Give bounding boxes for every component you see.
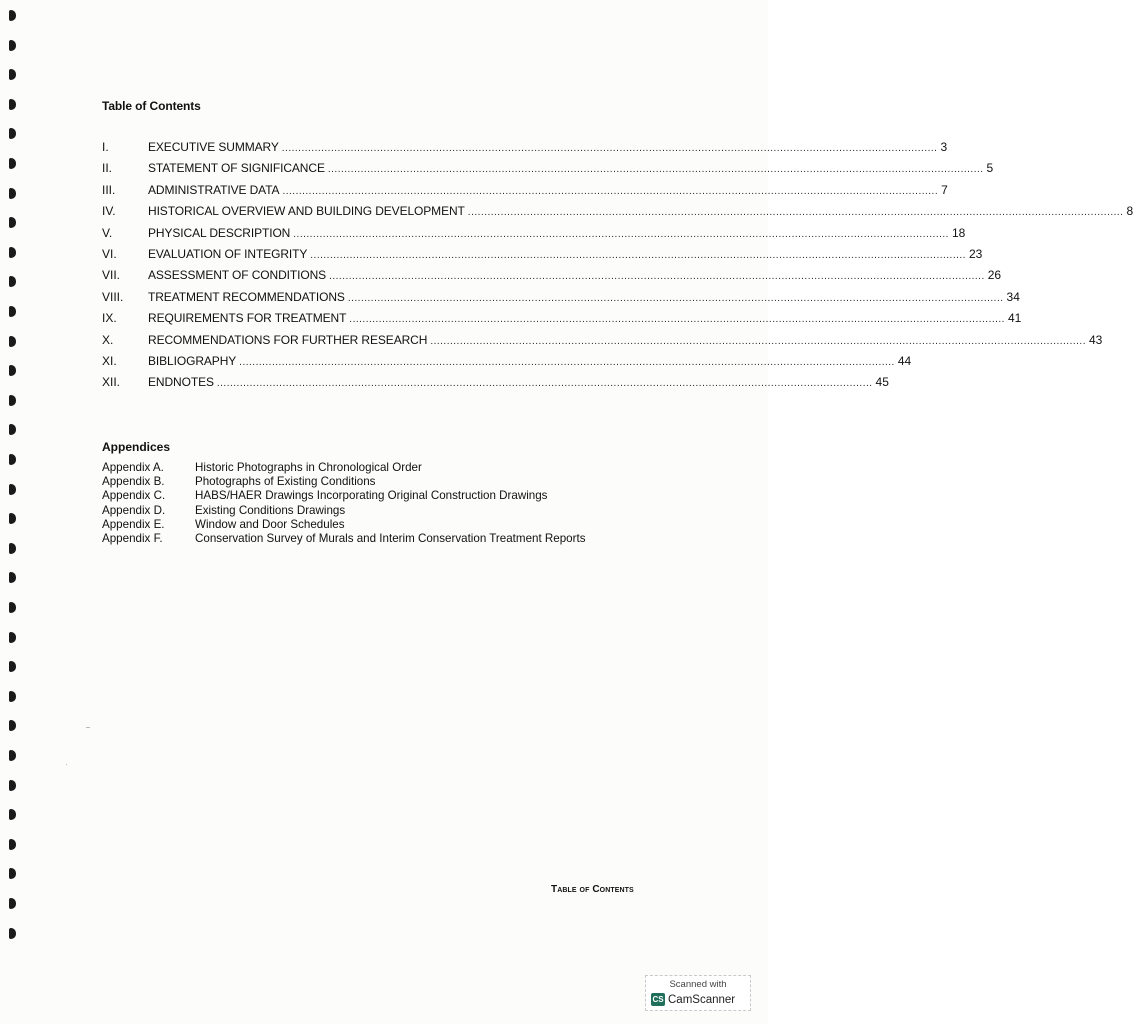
binding-hole (9, 188, 16, 199)
toc-entry (102, 140, 948, 161)
toc-entry-page: 5 (986, 161, 994, 176)
scan-speck (66, 764, 67, 765)
toc-entry-page: 18 (951, 225, 966, 240)
toc-heading: Table of Contents (102, 99, 201, 113)
binding-hole (9, 602, 16, 613)
toc-entry-page: 8 (1126, 204, 1133, 219)
toc-list (102, 140, 1133, 397)
binding-hole (9, 750, 16, 761)
footer-section-label: Table of Contents (551, 884, 634, 895)
toc-entry-title: EVALUATION OF INTEGRITY (148, 246, 308, 261)
toc-entry-number: V. (102, 225, 113, 240)
badge-brand (651, 993, 735, 1006)
binding-hole (9, 365, 16, 376)
binding-hole (9, 454, 16, 465)
dot-leader: ........................................................................................................................................................................................................ (282, 185, 939, 197)
toc-entry-title: RECOMMENDATIONS FOR FURTHER RESEARCH (148, 332, 428, 347)
dot-leader: ........................................................................................................................................................................................................ (329, 271, 985, 283)
binding-hole (9, 809, 16, 820)
toc-entry-page: 26 (987, 268, 1002, 283)
appendix-title: Conservation Survey of Murals and Interim Conservation Treatment Reports (195, 531, 586, 545)
camscanner-logo-icon: CS (652, 995, 664, 1004)
toc-entry-page: 23 (968, 246, 983, 261)
appendices-heading: Appendices (102, 440, 171, 454)
camscanner-badge (645, 975, 751, 1011)
appendix-item (102, 461, 586, 475)
appendix-label: Appendix A. (102, 461, 164, 474)
appendices-list (102, 461, 586, 546)
toc-entry-page: 3 (940, 140, 948, 154)
toc-entry-number: I. (102, 140, 109, 154)
toc-entry (102, 161, 994, 182)
appendix-item (102, 504, 586, 518)
toc-entry (102, 289, 1020, 311)
appendix-label: Appendix C. (102, 489, 166, 503)
binding-hole (9, 661, 16, 672)
binding-hole (9, 247, 16, 258)
toc-entry (102, 311, 1022, 332)
binding-hole (9, 128, 16, 139)
toc-entry-title: EXECUTIVE SUMMARY (148, 140, 279, 154)
binding-hole (9, 513, 16, 524)
binding-hole (9, 720, 16, 731)
toc-entry-page: 7 (941, 182, 948, 197)
toc-entry (102, 268, 1002, 289)
binding-hole (9, 306, 16, 317)
toc-entry (102, 246, 983, 268)
toc-entry-number: III. (102, 182, 116, 197)
appendix-item (102, 518, 586, 532)
toc-entry-number: II. (102, 161, 113, 176)
toc-entry (102, 332, 1103, 354)
appendix-item (102, 489, 586, 503)
binding-hole (9, 868, 16, 879)
binding-hole (9, 780, 16, 791)
dot-leader: ........................................................................................................................................................................................................ (239, 356, 895, 368)
binding-holes (6, 10, 22, 960)
binding-hole (9, 336, 16, 347)
binding-hole (9, 99, 16, 110)
toc-entry-page: 41 (1007, 311, 1022, 326)
binding-hole (9, 395, 16, 406)
toc-entry-page: 45 (875, 375, 889, 390)
binding-hole (9, 484, 16, 495)
binding-hole (9, 572, 16, 583)
binding-hole (9, 40, 16, 51)
binding-hole (9, 839, 16, 850)
appendix-title: Photographs of Existing Conditions (195, 475, 376, 489)
badge-brand-name: CamScanner (668, 993, 736, 1006)
dot-leader: ........................................................................................................................................................................................................ (293, 228, 949, 240)
binding-hole (9, 898, 16, 909)
toc-entry-title: REQUIREMENTS FOR TREATMENT (148, 311, 347, 326)
appendix-label: Appendix E. (102, 517, 165, 531)
appendix-label: Appendix B. (102, 475, 165, 489)
dot-leader: ........................................................................................................................................................................................................ (216, 378, 873, 390)
appendix-title: Existing Conditions Drawings (195, 503, 346, 517)
toc-entry-number: VI. (102, 246, 117, 261)
toc-entry-title: TREATMENT RECOMMENDATIONS (148, 289, 345, 304)
binding-hole (9, 217, 16, 228)
badge-caption: Scanned with (669, 979, 727, 990)
toc-entry-number: XI. (102, 353, 117, 368)
appendix-item (102, 475, 586, 489)
appendix-label: Appendix D. (102, 503, 166, 517)
dot-leader: ........................................................................................................................................................................................................ (281, 143, 938, 154)
dot-leader: ........................................................................................................................................................................................................ (430, 335, 1086, 347)
appendix-label: Appendix F. (102, 531, 163, 545)
toc-entry-title: ASSESSMENT OF CONDITIONS (148, 268, 327, 283)
toc-entry-number: VII. (102, 268, 121, 283)
dot-leader: ........................................................................................................................................................................................................ (467, 207, 1124, 219)
binding-hole (9, 691, 16, 702)
toc-entry-title: ADMINISTRATIVE DATA (148, 182, 280, 197)
toc-entry-number: IV. (102, 204, 116, 219)
toc-entry-page: 43 (1088, 332, 1103, 347)
binding-hole (9, 543, 16, 554)
toc-entry-number: IX. (102, 311, 117, 326)
appendix-title: Historic Photographs in Chronological Order (195, 461, 422, 474)
toc-entry-title: HISTORICAL OVERVIEW AND BUILDING DEVELOPMENT (148, 204, 465, 219)
toc-entry-title: PHYSICAL DESCRIPTION (148, 225, 291, 240)
binding-hole (9, 928, 16, 939)
binding-hole (9, 276, 16, 287)
appendix-item (102, 532, 586, 546)
toc-entry (102, 375, 889, 396)
dot-leader: ........................................................................................................................................................................................................ (347, 292, 1004, 304)
toc-entry-number: XII. (102, 375, 121, 390)
appendix-title: HABS/HAER Drawings Incorporating Original Construction Drawings (195, 489, 548, 503)
binding-hole (9, 158, 16, 169)
binding-hole (9, 10, 16, 21)
toc-entry (102, 182, 948, 204)
toc-entry (102, 225, 966, 247)
toc-entry-page: 34 (1006, 289, 1020, 304)
toc-entry-number: X. (102, 332, 114, 347)
toc-entry-title: BIBLIOGRAPHY (148, 353, 237, 368)
toc-entry (102, 353, 912, 375)
dot-leader: ........................................................................................................................................................................................................ (349, 314, 1005, 326)
toc-entry-page: 44 (897, 353, 912, 368)
toc-entry-number: VIII. (102, 289, 124, 304)
scan-speck (86, 727, 90, 728)
toc-entry-title: ENDNOTES (148, 375, 214, 390)
appendix-title: Window and Door Schedules (195, 517, 345, 531)
binding-hole (9, 632, 16, 643)
toc-entry-title: STATEMENT OF SIGNIFICANCE (148, 161, 325, 176)
binding-hole (9, 424, 16, 435)
toc-entry (102, 204, 1133, 225)
dot-leader: ........................................................................................................................................................................................................ (327, 164, 984, 176)
binding-hole (9, 69, 16, 80)
dot-leader: ........................................................................................................................................................................................................ (310, 249, 966, 261)
